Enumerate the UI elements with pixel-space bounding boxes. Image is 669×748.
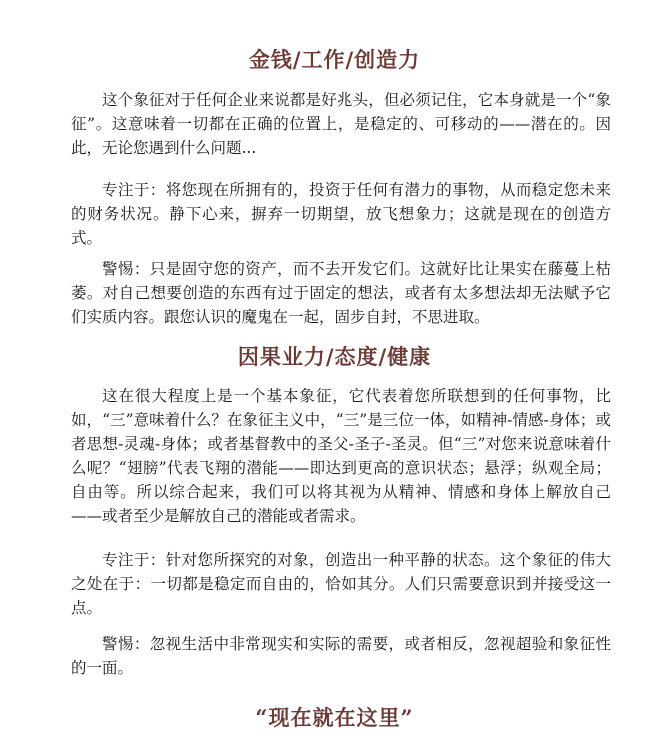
- paragraph-karma-warn-text: 忽视生活中非常现实和实际的需要，或者相反，忽视超验和象征性的一面。: [71, 635, 611, 677]
- paragraph-money-intro-text: 这个象征对于任何企业来说都是好兆头，但必须记住，它本身就是一个“象征”。这意味着一切都在正确的位置上，是稳定的、可移动的——潜在的。因此，无论您遇到什么问题...: [71, 91, 611, 157]
- warn-label: 警惕：: [102, 260, 150, 278]
- paragraph-karma-focus: [71, 548, 611, 620]
- section-heading-here-now: “现在就在这里”: [255, 705, 414, 730]
- paragraph-money-intro: [71, 88, 611, 160]
- paragraph-money-focus-text: 将您现在所拥有的，投资于任何有潜力的事物，从而稳定您未来的财务状况。静下心来，摒弃一切期望，放飞想象力；这就是现在的创造方式。: [71, 181, 611, 247]
- paragraph-karma-intro-text: 这在很大程度上是一个基本象征，它代表着您所联想到的任何事物，比如，“三”意味着什么？在象征主义中，“三”是三位一体，如精神-情感-身体；或者思想-灵魂-身体；或者基督教中的圣父-圣子-圣灵。但“三”对您来说意味着什么呢？“翅膀”代表飞翔的潜能——即达到更高的意识状态；悬浮；纵观全局；自由等。所以综合起来，我们可以将其视为从精神、情感和身体上解放自己——或者至少是解放自己的潜能或者需求。: [71, 387, 611, 525]
- paragraph-money-warn-text: 只是固守您的资产，而不去开发它们。这就好比让果实在藤蔓上枯萎。对自己想要创造的东西有过于固定的想法，或者有太多想法却无法赋予它们实质内容。跟您认识的魔鬼在一起，固步自封，不思进取。: [71, 260, 611, 326]
- focus-label: 专注于：: [102, 551, 166, 569]
- section-heading-karma: 因果业力/态度/健康: [237, 344, 432, 369]
- paragraph-karma-focus-text: 针对您所探究的对象，创造出一种平静的状态。这个象征的伟大之处在于：一切都是稳定而自由的，恰如其分。人们只需要意识到并接受这一点。: [71, 551, 611, 617]
- paragraph-karma-warn: [71, 632, 611, 680]
- section-heading-money: 金钱/工作/创造力: [248, 47, 421, 72]
- paragraph-money-focus: [71, 178, 611, 250]
- paragraph-money-warn: [71, 257, 611, 329]
- warn-label: 警惕：: [102, 635, 150, 653]
- focus-label: 专注于：: [102, 181, 166, 199]
- paragraph-karma-intro: [71, 384, 611, 528]
